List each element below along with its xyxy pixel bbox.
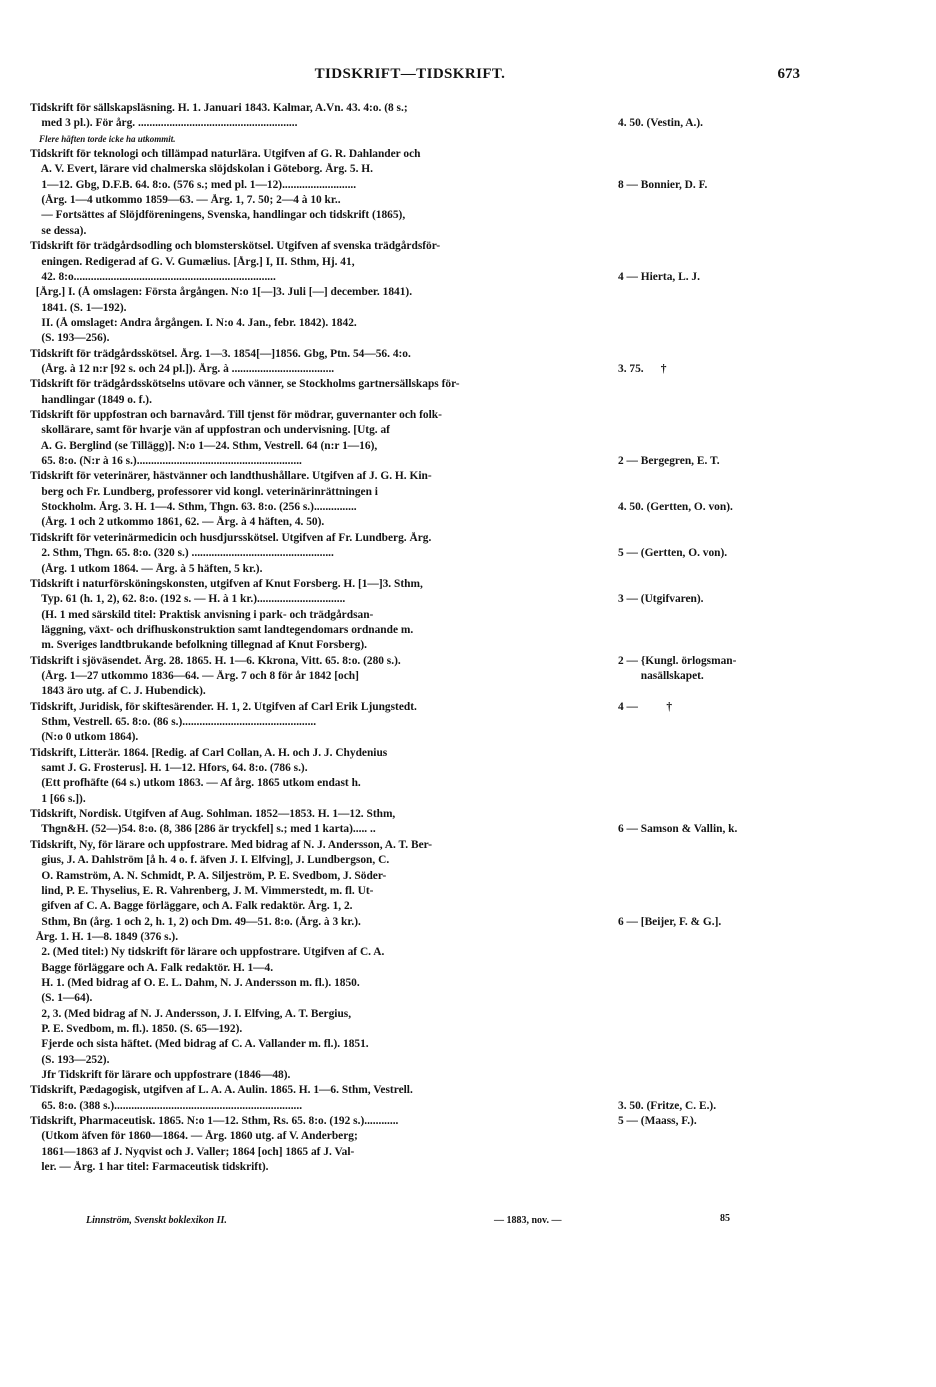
entry-line: Tidskrift, Pædagogisk, utgifven af L. A. A. Aulin. 1865. H. 1—6. Sthm, Vestrell. (30, 1084, 413, 1097)
entry-line: med 3 pl.). För årg. ........................................................ (30, 117, 298, 130)
entry-line: H. 1. (Med bidrag af O. E. L. Dahm, N. J. Andersson m. fl.). 1850. (30, 976, 360, 989)
entry-line: 2, 3. (Med bidrag af N. J. Andersson, J. I. Elfving, A. T. Bergius, (30, 1007, 352, 1020)
entry-line: Tidskrift för trädgårdsskötselns utövare och vänner, se Stockholms gartnersällskaps för- (30, 378, 460, 391)
entry-line: Bagge förläggare och A. Falk redaktör. H. 1—4. (30, 961, 274, 974)
entry-line: Tidskrift i sjöväsendet. Årg. 28. 1865. H. 1—6. Kkrona, Vitt. 65. 8:o. (280 s.). (30, 654, 401, 667)
price-publisher: 2 — Bergegren, E. T. (618, 455, 720, 468)
entry-line: (Utkom äfven för 1860—1864. — Årg. 1860 utg. af V. Anderberg; (30, 1130, 358, 1143)
entry-line: eningen. Redigerad af G. V. Gumælius. [Årg.] I, II. Sthm, Hj. 41, (30, 255, 355, 268)
entry-line: Typ. 61 (h. 1, 2), 62. 8:o. (192 s. — H. à 1 kr.)............................... (30, 593, 346, 606)
entry-line: 1841. (S. 1—192). (30, 301, 127, 314)
entry-line: Tidskrift i naturförsköningskonsten, utgifven af Knut Forsberg. H. [1—]3. Sthm, (30, 577, 423, 590)
footer-sheet: 85 (720, 1213, 730, 1224)
price-publisher: 5 — (Maass, F.). (618, 1115, 697, 1128)
entry-line: Tidskrift för veterinärmedicin och husdjursskötsel. Utgifven af Fr. Lundberg. Årg. (30, 531, 432, 544)
entry-line: berg och Fr. Lundberg, professorer vid kongl. veterinärinrättningen i (30, 485, 378, 498)
entry-line: läggning, växt- och drifhuskonstruktion samt landtegendomars ordnande m. (30, 623, 414, 636)
entry-line: gifven af C. A. Bagge förläggare, och A. Falk redaktör. Årg. 1, 2. (30, 900, 353, 913)
entry-line: lind, P. E. Thyselius, E. R. Vahrenberg, J. M. Vimmerstedt, m. fl. Ut- (30, 884, 374, 897)
price-publisher: 3. 75. † (618, 362, 667, 375)
price-publisher: 4 — Hierta, L. J. (618, 270, 700, 283)
entry-line: Tidskrift för veterinärer, hästvänner och landthushållare. Utgifven af J. G. H. Kin- (30, 470, 432, 483)
entry-line: Tidskrift för sällskapsläsning. H. 1. Januari 1843. Kalmar, A.Vn. 43. 4:o. (8 s.; (30, 102, 408, 114)
entry-line: skollärare, samt för hvarje vän af uppfostran och undervisning. [Utg. af (30, 424, 390, 437)
footer-source: Linnström, Svenskt boklexikon II. (86, 1215, 227, 1226)
entry-line: (Ett profhäfte (64 s.) utkom 1863. — Af årg. 1865 utkom endast h. (30, 777, 361, 790)
entry-line: (Årg. 1—4 utkommo 1859—63. — Årg. 1, 7. 50; 2—4 à 10 kr.. (30, 194, 341, 207)
entry-line: Tidskrift, Litterär. 1864. [Redig. af Carl Collan, A. H. och J. J. Chydenius (30, 746, 388, 759)
entry-line: (Årg. 1—27 utkommo 1836—64. — Årg. 7 och 8 för år 1842 [och] (30, 669, 359, 682)
entry-line: Tidskrift för trädgårdsodling och blomsterskötsel. Utgifven af svenska trädgårdsför- (30, 240, 441, 253)
entry-line: Tidskrift för teknologi och tillämpad naturlära. Utgifven af G. R. Dahlander och (30, 148, 421, 161)
entry-line: Sthm, Vestrell. 65. 8:o. (86 s.)............................................... (30, 716, 317, 728)
page-number: 673 (777, 66, 800, 82)
footer-date: — 1883, nov. — (494, 1215, 562, 1226)
entry-line: Thgn&H. (52—)54. 8:o. (8, 386 [286 är tryckfel] s.; med 1 karta)..... .. (30, 823, 376, 836)
price-publisher: nasällskapet. (618, 669, 704, 682)
entry-line: 2. Sthm, Thgn. 65. 8:o. (320 s.) .................................................. (30, 547, 334, 560)
price-publisher: 4 — † (618, 700, 673, 713)
entry-line: 65. 8:o. (388 s.).................................................................. (30, 1099, 303, 1112)
entry-line: m. Sveriges landtbrukande befolkning tillegnad af Knut Forsberg). (30, 639, 368, 652)
price-publisher: 8 — Bonnier, D. F. (618, 178, 708, 191)
entry-line: 1861—1863 af J. Nyqvist och J. Valler; 1864 [och] 1865 af J. Val- (30, 1145, 355, 1158)
entry-line: Sthm, Bn (årg. 1 och 2, h. 1, 2) och Dm. 49—51. 8:o. (Årg. à 3 kr.). (30, 915, 361, 928)
entry-line: A. G. Berglind (se Tillägg)]. N:o 1—24. Sthm, Vestrell. 64 (n:r 1—16), (30, 439, 378, 452)
price-publisher: 4. 50. (Vestin, A.). (618, 117, 704, 130)
price-publisher: 6 — Samson & Vallin, k. (618, 823, 738, 836)
page-title: TIDSKRIFT—TIDSKRIFT. (314, 66, 506, 82)
entry-line: Tidskrift, Ny, för lärare och uppfostrare. Med bidrag af N. J. Andersson, A. T. Ber- (30, 838, 433, 851)
entry-line: O. Ramström, A. N. Schmidt, P. A. Siljeström, P. E. Svedbom, J. Söder- (30, 869, 387, 882)
entry-line: gius, J. A. Dahlström [å h. 4 o. f. äfven J. I. Elfving], J. Lundbergson, C. (30, 854, 390, 867)
price-publisher: 2 — {Kungl. örlogsman- (618, 654, 737, 667)
entry-line: (Årg. à 12 n:r [92 s. och 24 pl.]). Årg. à .................................... (30, 362, 335, 375)
price-publisher: 3 — (Utgifvaren). (618, 593, 704, 606)
entry-line: 1843 äro utg. af C. J. Hubendick). (30, 685, 206, 698)
entry-line: 65. 8:o. (N:r à 16 s.).......................................................... (30, 455, 302, 468)
entry-line: handlingar (1849 o. f.). (30, 393, 152, 406)
entry-line: 1 [66 s.]). (30, 792, 86, 805)
entry-line: Tidskrift för trädgårdsskötsel. Årg. 1—3. 1854[—]1856. Gbg, Ptn. 54—56. 4:o. (30, 347, 411, 360)
entry-line: Tidskrift för uppfostran och barnavård. Till tjenst för mödrar, guvernanter och folk- (30, 409, 442, 421)
entry-line: A. V. Evert, lärare vid chalmerska slöjdskolan i Göteborg. Årg. 5. H. (30, 163, 373, 176)
entry-line: Tidskrift, Nordisk. Utgifven af Aug. Sohlman. 1852—1853. H. 1—12. Sthm, (30, 808, 396, 821)
entry-line: ler. — Årg. 1 har titel: Farmaceutisk tidskrift). (30, 1161, 269, 1174)
entry-line: Jfr Tidskrift för lärare och uppfostrare (1846—48). (30, 1069, 291, 1082)
entry-line: Årg. 1. H. 1—8. 1849 (376 s.). (30, 930, 179, 943)
entry-line: P. E. Svedbom, m. fl.). 1850. (S. 65—192). (30, 1023, 243, 1035)
entry-line: [Årg.] I. (Å omslagen: Första årgången. N:o 1[—]3. Juli [—] december. 1841). (30, 286, 413, 299)
entry-line: Fjerde och sista häftet. (Med bidrag af C. A. Vallander m. fl.). 1851. (30, 1038, 369, 1051)
price-publisher: 5 — (Gertten, O. von). (618, 547, 728, 560)
price-publisher: 6 — [Beijer, F. & G.]. (618, 915, 722, 928)
entry-line: Tidskrift, Juridisk, för skiftesärender. H. 1, 2. Utgifven af Carl Erik Ljungstedt. (30, 700, 417, 713)
entry-line: 1—12. Gbg, D.F.B. 64. 8:o. (576 s.; med pl. 1—12).......................... (30, 178, 357, 191)
entry-line: II. (Å omslaget: Andra årgången. I. N:o 4. Jan., febr. 1842). 1842. (30, 316, 357, 329)
entry-line: samt J. G. Frosterus]. H. 1—12. Hfors, 64. 8:o. (786 s.). (30, 762, 308, 775)
entry-line: 2. (Med titel:) Ny tidskrift för lärare och uppfostrare. Utgifven af C. A. (30, 946, 385, 959)
entry-line: Tidskrift, Pharmaceutisk. 1865. N:o 1—12. Sthm, Rs. 65. 8:o. (192 s.)............ (30, 1115, 399, 1128)
entry-line: 42. 8:o....................................................................... (30, 270, 276, 283)
price-publisher: 3. 50. (Fritze, C. E.). (618, 1099, 717, 1112)
entry-line: (Årg. 1 utkom 1864. — Årg. à 5 häften, 5 kr.). (30, 562, 263, 575)
entry-line: (S. 1—64). (30, 992, 93, 1005)
entry-line: (S. 193—252). (30, 1053, 110, 1066)
entry-line: (N:o 0 utkom 1864). (30, 731, 139, 744)
entry-line: — Fortsättes af Slöjdföreningens, Svenska, handlingar och tidskrift (1865), (30, 209, 406, 222)
entry-line: (S. 193—256). (30, 332, 110, 345)
entry-line: (Årg. 1 och 2 utkommo 1861, 62. — Årg. à 4 häften, 4. 50). (30, 516, 325, 529)
entry-line: (H. 1 med särskild titel: Praktisk anvisning i park- och trädgårdsan- (30, 608, 374, 621)
entry-line: Stockholm. Årg. 3. H. 1—4. Sthm, Thgn. 63. 8:o. (256 s.)............... (30, 501, 357, 514)
entry-line: Flere häften torde icke ha utkommit. (30, 133, 176, 144)
entry-line: se dessa). (30, 224, 87, 237)
price-publisher: 4. 50. (Gertten, O. von). (618, 501, 733, 514)
